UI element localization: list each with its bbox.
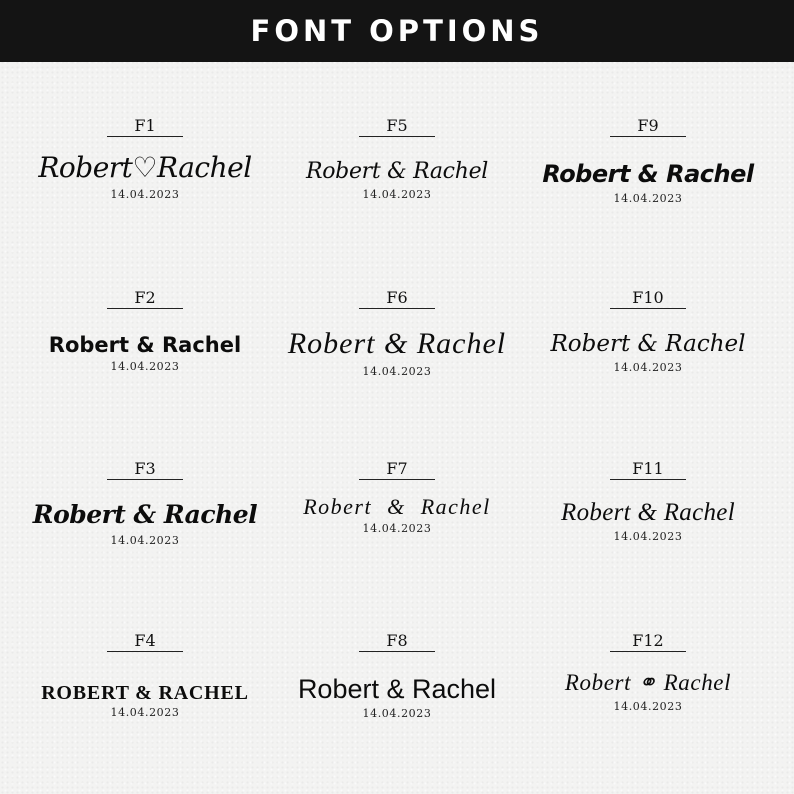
font-option-f9	[528, 116, 768, 205]
font-option-f4	[25, 631, 265, 719]
font-code: F4	[134, 631, 156, 650]
font-code: F10	[632, 288, 664, 307]
page-title: FONT OPTIONS	[250, 14, 544, 48]
sample-names: Robert & Rachel	[48, 333, 242, 357]
sample-date: 14.04.2023	[613, 700, 683, 713]
font-option-f2	[25, 288, 265, 373]
font-option-f8	[277, 631, 517, 720]
font-code: F3	[134, 459, 156, 478]
sample-names: Robert & Rachel	[303, 494, 491, 519]
sample-date: 14.04.2023	[613, 530, 683, 543]
sample-date: 14.04.2023	[362, 707, 432, 720]
font-code: F1	[134, 116, 156, 135]
header-bar	[0, 0, 794, 62]
sample-names: Robert & Rachel	[550, 331, 746, 357]
sample-names: Robert♡Rachel	[38, 151, 252, 184]
sample-date: 14.04.2023	[110, 360, 180, 373]
divider	[610, 308, 686, 309]
font-option-f1	[25, 116, 265, 201]
font-option-f3	[25, 459, 265, 547]
sample-date: 14.04.2023	[362, 188, 432, 201]
sample-names: Robert & Rachel	[305, 159, 489, 184]
divider	[610, 136, 686, 137]
font-option-f10	[528, 288, 768, 374]
sample-date: 14.04.2023	[613, 361, 683, 374]
sample-names: Robert & Rachel	[297, 674, 497, 704]
font-option-f5	[277, 116, 517, 201]
font-code: F12	[632, 631, 664, 650]
sample-date: 14.04.2023	[362, 365, 432, 378]
sample-names: Robert & Rachel	[287, 327, 507, 360]
divider	[610, 479, 686, 480]
font-code: F7	[386, 459, 408, 478]
divider	[359, 308, 435, 309]
divider	[107, 651, 183, 652]
divider	[359, 651, 435, 652]
font-code: F2	[134, 288, 156, 307]
sample-date: 14.04.2023	[362, 522, 432, 535]
sample-names: Robert ⚭ Rachel	[564, 670, 732, 695]
font-code: F6	[386, 288, 408, 307]
font-code: F9	[637, 116, 659, 135]
divider	[107, 479, 183, 480]
sample-names: Robert & Rachel	[32, 500, 258, 529]
sample-date: 14.04.2023	[110, 188, 180, 201]
divider	[359, 136, 435, 137]
sample-date: 14.04.2023	[110, 706, 180, 719]
font-option-f7	[277, 459, 517, 535]
sample-names: Robert & Rachel	[561, 499, 735, 526]
sample-names: ROBERT & RACHEL	[41, 682, 249, 704]
divider	[610, 651, 686, 652]
sample-names: Robert & Rachel	[542, 160, 754, 188]
font-option-f6	[277, 288, 517, 378]
font-code: F11	[632, 459, 664, 478]
font-code: F5	[386, 116, 408, 135]
font-option-f11	[528, 459, 768, 543]
divider	[107, 136, 183, 137]
sample-date: 14.04.2023	[613, 192, 683, 205]
sample-date: 14.04.2023	[110, 534, 180, 547]
divider	[107, 308, 183, 309]
font-option-f12	[528, 631, 768, 713]
divider	[359, 479, 435, 480]
font-code: F8	[386, 631, 408, 650]
